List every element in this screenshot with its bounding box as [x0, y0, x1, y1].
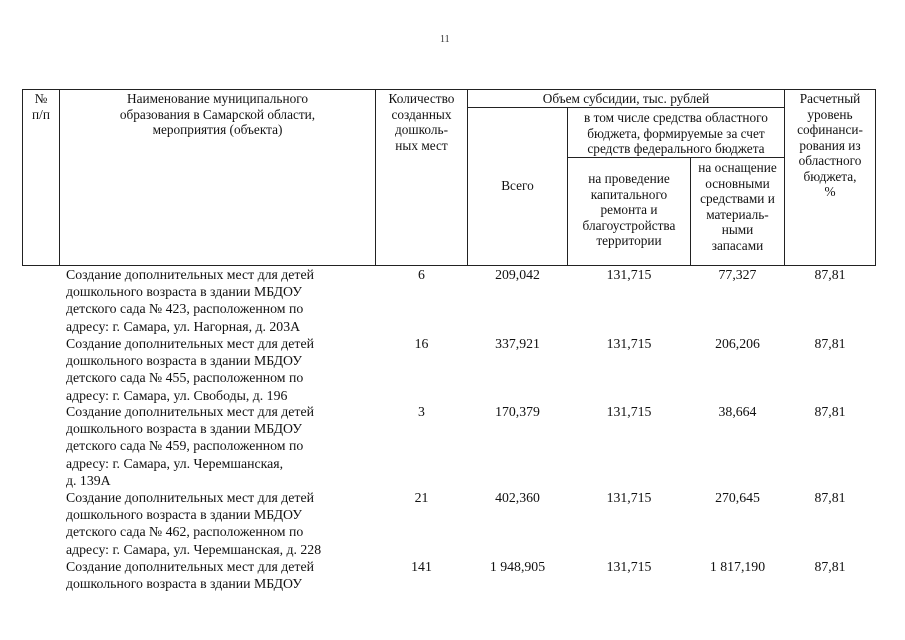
- header-federal: в том числе средства областного бюджета, формируемые за счет средств федерального бюджета: [584, 110, 768, 156]
- row-places: 16: [414, 336, 429, 351]
- row-equipment: 77,327: [718, 267, 757, 282]
- row-places: 141: [411, 559, 432, 574]
- row-total: 402,360: [495, 490, 540, 505]
- federal-divider: [567, 157, 784, 158]
- header-subsidy: Объем субсидии, тыс. рублей: [542, 91, 710, 106]
- row-equipment: 38,664: [718, 404, 757, 419]
- row-repair: 131,715: [606, 559, 652, 574]
- header-top-border: [22, 89, 876, 90]
- header-name: Наименование муниципального образования в Самарской области, мероприятия (объекта): [119, 91, 316, 137]
- row-level: 87,81: [814, 490, 846, 505]
- row-name: Создание дополнительных мест для детей дошкольного возраста в здании МБДОУ детского сада № 459, расположенном по адресу: г. Самара, ул. Черемшанская, д. 139А: [66, 404, 314, 488]
- header-places: Количество созданных дошколь- ных мест: [388, 91, 455, 153]
- row-total: 209,042: [495, 267, 540, 282]
- row-level: 87,81: [814, 267, 846, 282]
- header-repair: на проведение капитального ремонта и благоустройства территории: [582, 171, 676, 248]
- page-number: 11: [440, 34, 450, 45]
- row-name: Создание дополнительных мест для детей дошкольного возраста в здании МБДОУ: [66, 559, 314, 592]
- header-level: Расчетный уровень софинанси- рования из областного бюджета, %: [797, 91, 863, 199]
- row-places: 3: [418, 404, 425, 419]
- row-places: 21: [414, 490, 429, 505]
- row-equipment: 1 817,190: [709, 559, 766, 574]
- row-name: Создание дополнительных мест для детей дошкольного возраста в здании МБДОУ детского сада № 455, расположенном по адресу: г. Самара, ул. Свободы, д. 196: [66, 336, 314, 403]
- row-level: 87,81: [814, 336, 846, 351]
- row-repair: 131,715: [606, 336, 652, 351]
- header-equipment: на оснащение основными средствами и материаль- ными запасами: [698, 160, 777, 253]
- subsidy-divider: [467, 107, 784, 108]
- row-repair: 131,715: [606, 267, 652, 282]
- row-equipment: 270,645: [715, 490, 760, 505]
- row-repair: 131,715: [606, 490, 652, 505]
- row-level: 87,81: [814, 559, 846, 574]
- row-name: Создание дополнительных мест для детей дошкольного возраста в здании МБДОУ детского сада № 423, расположенном по адресу: г. Самара, ул. Нагорная, д. 203А: [66, 267, 314, 334]
- row-name: Создание дополнительных мест для детей дошкольного возраста в здании МБДОУ детского сада № 462, расположенном по адресу: г. Самара, ул. Черемшанская, д. 228: [66, 490, 322, 557]
- row-repair: 131,715: [606, 404, 652, 419]
- row-total: 170,379: [495, 404, 540, 419]
- row-total: 1 948,905: [489, 559, 546, 574]
- header-right-border: [875, 89, 876, 266]
- row-equipment: 206,206: [715, 336, 760, 351]
- row-level: 87,81: [814, 404, 846, 419]
- header-total: Всего: [501, 178, 534, 193]
- header-no: № п/п: [32, 91, 50, 122]
- row-places: 6: [418, 267, 425, 282]
- row-total: 337,921: [495, 336, 540, 351]
